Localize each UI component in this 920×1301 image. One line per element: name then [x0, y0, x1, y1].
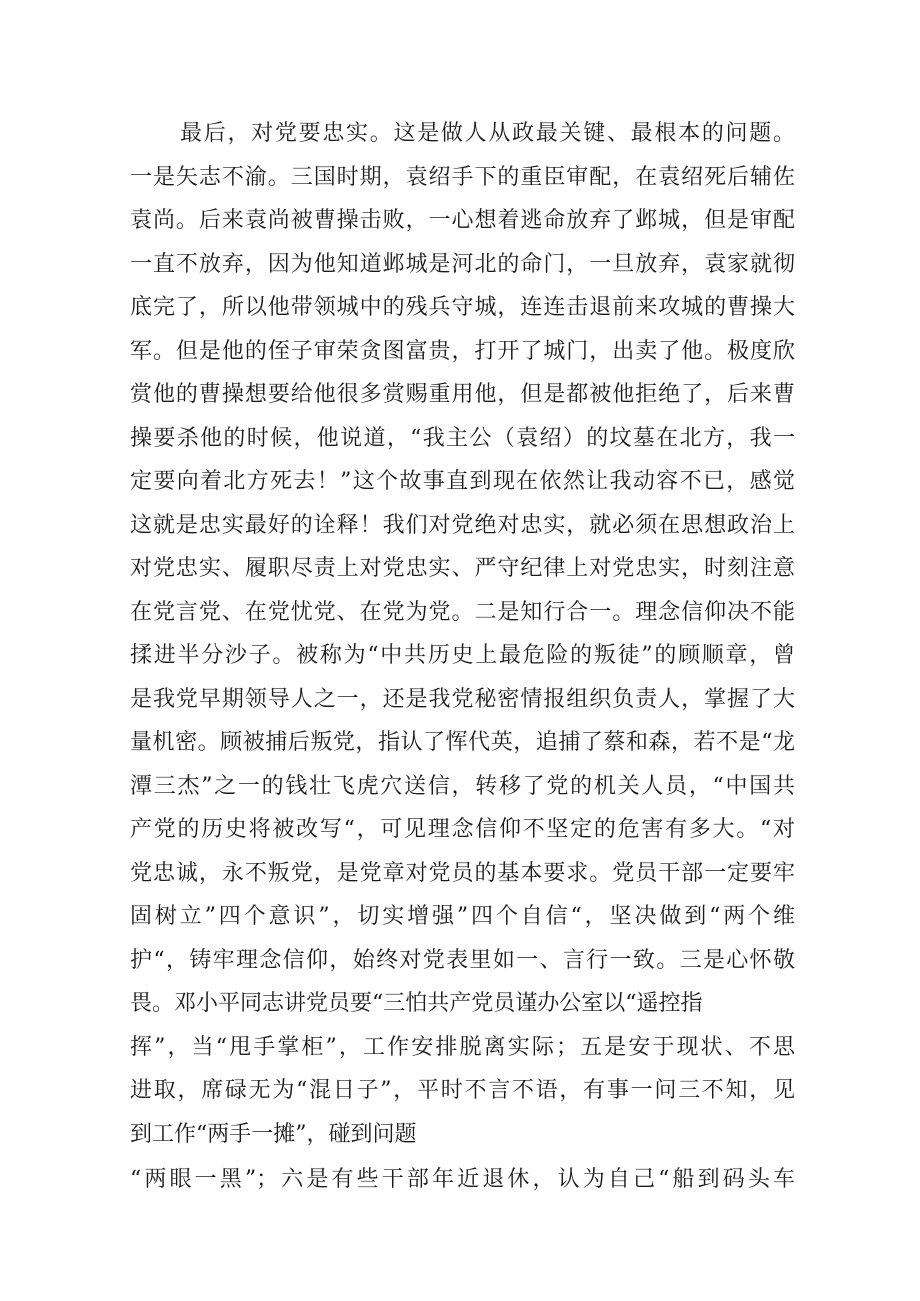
text-line: 挥”，当“甩手掌柜”，工作安排脱离实际；五是安于现状、不思 — [130, 1034, 795, 1060]
text-line: 赏他的曹操想要给他很多赏赐重用他，但是都被他拒绝了，后来曹 — [130, 382, 795, 407]
text-line: 是我党早期领导人之一，还是我党秘密情报组织负责人，掌握了大 — [130, 686, 795, 712]
text-line: 固树立”四个意识”，切实增强”四个自信“，坚决做到“两个维 — [130, 904, 795, 929]
text-line: 定要向着北方死去！”这个故事直到现在依然让我动容不已，感觉 — [130, 469, 795, 494]
text-line: 潭三杰”之一的钱壮飞虎穴送信，转移了党的机关人员，“中国共 — [130, 773, 795, 799]
text-line: 揉进半分沙子。被称为“中共历史上最危险的叛徒”的顾顺章，曾 — [130, 643, 795, 668]
text-line: 产党的历史将被改写“，可见理念信仰不坚定的危害有多大。“对 — [130, 817, 795, 842]
text-line: 对党忠实、履职尽责上对党忠实、严守纪律上对党忠实，时刻注意 — [130, 556, 795, 581]
text-line: 军。但是他的侄子审荣贪图富贵，打开了城门，出卖了他。极度欣 — [130, 338, 795, 364]
text-line: 党忠诚，永不叛党，是党章对党员的基本要求。党员干部一定要牢 — [130, 860, 795, 886]
text-line: 最后，对党要忠实。这是做人从政最关键、最根本的问题。 — [180, 121, 795, 146]
text-line: 这就是忠实最好的诠释！我们对党绝对忠实，就必须在思想政治上 — [130, 512, 795, 538]
text-line: 量机密。顾被捕后叛党，指认了恽代英，追捕了蔡和森，若不是“龙 — [130, 730, 795, 755]
text-line: 一是矢志不渝。三国时期，袁绍手下的重臣审配，在袁绍死后辅佐 — [130, 164, 795, 190]
text-line: 畏。邓小平同志讲党员要“三怕共产党员谨办公室以“遥控指 — [130, 991, 703, 1016]
text-line: 底完了，所以他带领城中的残兵守城，连连击退前来攻城的曹操大 — [130, 295, 795, 320]
text-line: 护“，铸牢理念信仰，始终对党表里如一、言行一致。三是心怀敬 — [130, 947, 795, 973]
text-line: 进取，席碌无为“混日子”，平时不言不语，有事一问三不知，见 — [130, 1078, 795, 1103]
text-line: 到工作“两手一摊”，碰到问题 — [130, 1121, 417, 1147]
text-line: 袁尚。后来袁尚被曹操击败，一心想着逃命放弃了邺城，但是审配 — [130, 208, 795, 233]
text-line: “两眼一黑”；六是有些干部年近退休，认为自己“船到码头车 — [130, 1167, 795, 1192]
text-line: 操要杀他的时候，他说道，“我主公（袁绍）的坟墓在北方，我一 — [130, 425, 795, 451]
body-text — [130, 112, 795, 1202]
text-line: 一直不放弃，因为他知道邺城是河北的命门，一旦放弃，袁家就彻 — [130, 251, 795, 277]
text-line: 在党言党、在党忧党、在党为党。二是知行合一。理念信仰决不能 — [130, 599, 795, 625]
